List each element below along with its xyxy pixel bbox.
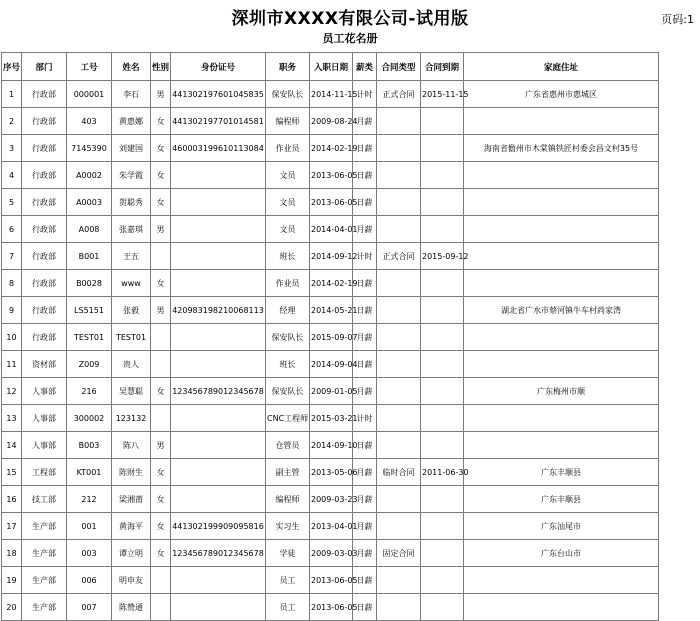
cell-employee-name: 明申友 (112, 567, 151, 594)
cell-contract-type (377, 216, 421, 243)
cell-employee-id: 006 (67, 567, 112, 594)
header-cell: 身份证号 (171, 53, 266, 81)
cell-hire-date: 2009-03-23 (310, 486, 353, 513)
cell-row-number: 11 (2, 351, 22, 378)
cell-home-address (464, 108, 659, 135)
cell-employee-name: 王五 (112, 243, 151, 270)
cell-hire-date: 2015-09-07 (310, 324, 353, 351)
cell-contract-expiry (421, 270, 464, 297)
cell-pay-type: 月薪 (353, 459, 377, 486)
cell-contract-expiry (421, 486, 464, 513)
cell-contract-expiry (421, 513, 464, 540)
cell-pay-type: 日薪 (353, 270, 377, 297)
cell-pay-type: 日薪 (353, 594, 377, 621)
cell-id-card-number: 420983198210068113 (171, 297, 266, 324)
table-row (2, 243, 659, 270)
cell-position: 学徒 (266, 540, 310, 567)
cell-employee-id: 7145390 (67, 135, 112, 162)
table-row (2, 594, 659, 621)
cell-employee-id: B001 (67, 243, 112, 270)
cell-contract-type: 临时合同 (377, 459, 421, 486)
cell-position: 保安队长 (266, 81, 310, 108)
cell-home-address: 广东丰顺县 (464, 486, 659, 513)
cell-contract-expiry (421, 297, 464, 324)
cell-department: 人事部 (22, 432, 67, 459)
cell-hire-date: 2013-06-05 (310, 162, 353, 189)
cell-pay-type: 日薪 (353, 162, 377, 189)
cell-pay-type: 月薪 (353, 513, 377, 540)
header-cell: 合同类型 (377, 53, 421, 81)
cell-home-address (464, 405, 659, 432)
cell-id-card-number (171, 432, 266, 459)
cell-position: 保安队长 (266, 378, 310, 405)
cell-employee-name: 黄海平 (112, 513, 151, 540)
cell-id-card-number (171, 459, 266, 486)
cell-id-card-number (171, 567, 266, 594)
cell-gender: 男 (151, 432, 171, 459)
header-cell: 职务 (266, 53, 310, 81)
employee-roster-table (1, 52, 659, 621)
cell-id-card-number (171, 162, 266, 189)
cell-hire-date: 2013-06-05 (310, 189, 353, 216)
cell-contract-type (377, 594, 421, 621)
cell-row-number: 10 (2, 324, 22, 351)
cell-row-number: 20 (2, 594, 22, 621)
cell-pay-type: 计时 (353, 243, 377, 270)
cell-contract-type (377, 405, 421, 432)
table-row (2, 459, 659, 486)
table-row (2, 81, 659, 108)
cell-row-number: 12 (2, 378, 22, 405)
cell-department: 行政部 (22, 135, 67, 162)
cell-gender: 女 (151, 108, 171, 135)
cell-contract-type (377, 567, 421, 594)
cell-employee-id: 300002 (67, 405, 112, 432)
cell-position: 仓管员 (266, 432, 310, 459)
header-cell: 合同到期 (421, 53, 464, 81)
cell-employee-id: A0003 (67, 189, 112, 216)
cell-contract-type (377, 108, 421, 135)
cell-hire-date: 2014-11-15 (310, 81, 353, 108)
cell-employee-name: www (112, 270, 151, 297)
cell-home-address: 广东省惠州市惠城区 (464, 81, 659, 108)
cell-pay-type: 月薪 (353, 108, 377, 135)
cell-contract-type: 正式合同 (377, 243, 421, 270)
cell-employee-name: 贺聪秀 (112, 189, 151, 216)
cell-pay-type: 计时 (353, 405, 377, 432)
cell-contract-expiry (421, 216, 464, 243)
cell-contract-expiry (421, 567, 464, 594)
cell-gender: 女 (151, 378, 171, 405)
cell-home-address: 海南省儋州市木棠镇铁匠村委会昌文村35号 (464, 135, 659, 162)
cell-position: 文员 (266, 162, 310, 189)
cell-employee-name: 贵人 (112, 351, 151, 378)
cell-gender: 女 (151, 162, 171, 189)
cell-department: 行政部 (22, 108, 67, 135)
cell-department: 行政部 (22, 162, 67, 189)
table-row (2, 540, 659, 567)
cell-home-address (464, 594, 659, 621)
cell-home-address (464, 243, 659, 270)
cell-gender (151, 405, 171, 432)
cell-row-number: 8 (2, 270, 22, 297)
cell-home-address (464, 162, 659, 189)
cell-employee-name: 吴慧聪 (112, 378, 151, 405)
cell-hire-date: 2013-06-05 (310, 594, 353, 621)
cell-position: 作业员 (266, 270, 310, 297)
cell-position: 编程师 (266, 486, 310, 513)
cell-hire-date: 2014-09-10 (310, 432, 353, 459)
cell-row-number: 3 (2, 135, 22, 162)
cell-pay-type: 计时 (353, 81, 377, 108)
table-row (2, 432, 659, 459)
cell-position: 保安队长 (266, 324, 310, 351)
cell-contract-type (377, 297, 421, 324)
table-row (2, 567, 659, 594)
cell-employee-id: 001 (67, 513, 112, 540)
cell-contract-type (377, 189, 421, 216)
cell-id-card-number: 123456789012345678 (171, 378, 266, 405)
cell-employee-name: TEST01 (112, 324, 151, 351)
cell-position: CNC工程师 (266, 405, 310, 432)
cell-row-number: 1 (2, 81, 22, 108)
cell-department: 行政部 (22, 297, 67, 324)
cell-id-card-number (171, 351, 266, 378)
cell-gender (151, 567, 171, 594)
cell-department: 行政部 (22, 243, 67, 270)
cell-gender (151, 351, 171, 378)
cell-position: 副主管 (266, 459, 310, 486)
cell-employee-id: 007 (67, 594, 112, 621)
cell-contract-type (377, 351, 421, 378)
cell-pay-type: 日薪 (353, 189, 377, 216)
cell-row-number: 4 (2, 162, 22, 189)
cell-pay-type: 月薪 (353, 216, 377, 243)
cell-home-address: 广东丰顺县 (464, 459, 659, 486)
cell-gender: 女 (151, 189, 171, 216)
cell-employee-id: A008 (67, 216, 112, 243)
cell-hire-date: 2014-02-19 (310, 135, 353, 162)
cell-employee-name: 陈八 (112, 432, 151, 459)
cell-employee-id: A0002 (67, 162, 112, 189)
cell-gender (151, 594, 171, 621)
table-row (2, 405, 659, 432)
cell-position: 经理 (266, 297, 310, 324)
cell-id-card-number (171, 594, 266, 621)
table-row (2, 324, 659, 351)
table-row (2, 216, 659, 243)
cell-row-number: 14 (2, 432, 22, 459)
cell-row-number: 9 (2, 297, 22, 324)
cell-employee-id: 003 (67, 540, 112, 567)
cell-gender: 女 (151, 486, 171, 513)
cell-home-address (464, 351, 659, 378)
cell-home-address (464, 216, 659, 243)
cell-row-number: 5 (2, 189, 22, 216)
cell-contract-type (377, 162, 421, 189)
cell-position: 班长 (266, 351, 310, 378)
cell-employee-id: B0028 (67, 270, 112, 297)
cell-department: 人事部 (22, 405, 67, 432)
table-row (2, 351, 659, 378)
cell-contract-type (377, 432, 421, 459)
cell-hire-date: 2014-05-21 (310, 297, 353, 324)
cell-gender: 女 (151, 270, 171, 297)
header-cell: 性别 (151, 53, 171, 81)
cell-hire-date: 2013-04-01 (310, 513, 353, 540)
cell-pay-type: 日薪 (353, 351, 377, 378)
cell-contract-type (377, 270, 421, 297)
cell-contract-expiry (421, 432, 464, 459)
cell-gender (151, 324, 171, 351)
cell-employee-id: 000001 (67, 81, 112, 108)
cell-hire-date: 2014-09-04 (310, 351, 353, 378)
cell-position: 文员 (266, 216, 310, 243)
table-row (2, 513, 659, 540)
cell-gender: 男 (151, 81, 171, 108)
table-row (2, 378, 659, 405)
header-cell: 家庭住址 (464, 53, 659, 81)
cell-employee-name: 朱学霞 (112, 162, 151, 189)
cell-home-address: 广东梅州市顺 (464, 378, 659, 405)
cell-id-card-number (171, 216, 266, 243)
cell-employee-id: 216 (67, 378, 112, 405)
cell-pay-type: 月薪 (353, 486, 377, 513)
cell-department: 技工部 (22, 486, 67, 513)
cell-hire-date: 2009-01-05 (310, 378, 353, 405)
cell-contract-expiry (421, 351, 464, 378)
cell-home-address (464, 567, 659, 594)
cell-id-card-number: 441302197701014581 (171, 108, 266, 135)
cell-contract-expiry (421, 108, 464, 135)
cell-contract-expiry (421, 162, 464, 189)
cell-pay-type: 日薪 (353, 567, 377, 594)
cell-row-number: 2 (2, 108, 22, 135)
cell-department: 行政部 (22, 270, 67, 297)
cell-employee-name: 梁湘莆 (112, 486, 151, 513)
cell-hire-date: 2015-03-21 (310, 405, 353, 432)
cell-id-card-number (171, 324, 266, 351)
cell-department: 生产部 (22, 594, 67, 621)
cell-id-card-number (171, 486, 266, 513)
cell-employee-id: B003 (67, 432, 112, 459)
cell-contract-type (377, 486, 421, 513)
cell-id-card-number: 441302199909095816 (171, 513, 266, 540)
cell-gender: 女 (151, 135, 171, 162)
cell-employee-name: 谭立明 (112, 540, 151, 567)
cell-position: 班长 (266, 243, 310, 270)
cell-home-address (464, 270, 659, 297)
cell-hire-date: 2013-05-06 (310, 459, 353, 486)
header-cell: 姓名 (112, 53, 151, 81)
cell-department: 行政部 (22, 324, 67, 351)
cell-employee-name: 黄惠娜 (112, 108, 151, 135)
cell-home-address (464, 189, 659, 216)
header-cell: 工号 (67, 53, 112, 81)
cell-gender (151, 243, 171, 270)
document-title: 深圳市XXXX有限公司-试用版 (231, 9, 469, 29)
cell-pay-type: 月薪 (353, 378, 377, 405)
cell-id-card-number (171, 405, 266, 432)
cell-employee-id: TEST01 (67, 324, 112, 351)
cell-department: 人事部 (22, 378, 67, 405)
cell-gender: 女 (151, 459, 171, 486)
cell-department: 工程部 (22, 459, 67, 486)
cell-contract-type (377, 324, 421, 351)
cell-department: 生产部 (22, 513, 67, 540)
cell-employee-name: 张嘉琪 (112, 216, 151, 243)
cell-contract-type (377, 135, 421, 162)
cell-position: 员工 (266, 567, 310, 594)
cell-contract-expiry: 2015-11-15 (421, 81, 464, 108)
cell-employee-id: LS5151 (67, 297, 112, 324)
cell-position: 作业员 (266, 135, 310, 162)
cell-home-address: 湖北省广水市蔡河镇牛车村尚家湾 (464, 297, 659, 324)
cell-contract-expiry (421, 378, 464, 405)
cell-id-card-number: 123456789012345678 (171, 540, 266, 567)
cell-contract-type: 正式合同 (377, 81, 421, 108)
cell-contract-expiry: 2015-09-12 (421, 243, 464, 270)
cell-gender: 女 (151, 513, 171, 540)
cell-position: 实习生 (266, 513, 310, 540)
cell-home-address: 广东汕尾市 (464, 513, 659, 540)
cell-contract-expiry (421, 594, 464, 621)
cell-row-number: 6 (2, 216, 22, 243)
table-body (2, 81, 659, 621)
cell-contract-type: 固定合同 (377, 540, 421, 567)
cell-pay-type: 日薪 (353, 432, 377, 459)
cell-employee-id: 403 (67, 108, 112, 135)
page-number: 页码:1 (661, 13, 694, 26)
cell-row-number: 15 (2, 459, 22, 486)
cell-department: 资材部 (22, 351, 67, 378)
cell-home-address: 广东台山市 (464, 540, 659, 567)
roster-subtitle: 员工花名册 (322, 32, 378, 45)
cell-hire-date: 2009-08-24 (310, 108, 353, 135)
cell-id-card-number (171, 189, 266, 216)
cell-id-card-number (171, 243, 266, 270)
cell-id-card-number (171, 270, 266, 297)
header-row (2, 53, 659, 81)
cell-row-number: 13 (2, 405, 22, 432)
cell-employee-name: 张毅 (112, 297, 151, 324)
table-row (2, 108, 659, 135)
cell-contract-type (377, 513, 421, 540)
cell-department: 行政部 (22, 81, 67, 108)
cell-contract-expiry (421, 189, 464, 216)
cell-employee-name: 陈赞通 (112, 594, 151, 621)
cell-employee-name: 刘建国 (112, 135, 151, 162)
table-row (2, 270, 659, 297)
header-cell: 部门 (22, 53, 67, 81)
cell-pay-type: 日薪 (353, 297, 377, 324)
cell-position: 编程师 (266, 108, 310, 135)
cell-employee-id: Z009 (67, 351, 112, 378)
table-row (2, 486, 659, 513)
header-cell: 薪类 (353, 53, 377, 81)
cell-employee-name: 李石 (112, 81, 151, 108)
cell-department: 生产部 (22, 540, 67, 567)
cell-position: 文员 (266, 189, 310, 216)
cell-pay-type: 日薪 (353, 135, 377, 162)
cell-employee-name: 123132 (112, 405, 151, 432)
cell-contract-expiry: 2011-06-30 (421, 459, 464, 486)
cell-gender: 女 (151, 540, 171, 567)
cell-department: 生产部 (22, 567, 67, 594)
cell-id-card-number: 441302197601045835 (171, 81, 266, 108)
cell-employee-id: 212 (67, 486, 112, 513)
cell-hire-date: 2009-03-03 (310, 540, 353, 567)
cell-contract-type (377, 378, 421, 405)
cell-row-number: 18 (2, 540, 22, 567)
cell-row-number: 19 (2, 567, 22, 594)
cell-hire-date: 2013-06-05 (310, 567, 353, 594)
cell-hire-date: 2014-04-01 (310, 216, 353, 243)
cell-gender: 男 (151, 216, 171, 243)
cell-hire-date: 2014-09-12 (310, 243, 353, 270)
cell-pay-type: 月薪 (353, 540, 377, 567)
cell-gender: 男 (151, 297, 171, 324)
cell-contract-expiry (421, 405, 464, 432)
cell-row-number: 17 (2, 513, 22, 540)
table-row (2, 135, 659, 162)
cell-home-address (464, 324, 659, 351)
cell-position: 员工 (266, 594, 310, 621)
cell-contract-expiry (421, 540, 464, 567)
cell-row-number: 16 (2, 486, 22, 513)
table-row (2, 189, 659, 216)
cell-home-address (464, 432, 659, 459)
cell-contract-expiry (421, 135, 464, 162)
cell-contract-expiry (421, 324, 464, 351)
cell-department: 行政部 (22, 189, 67, 216)
header-cell: 序号 (2, 53, 22, 81)
cell-pay-type: 月薪 (353, 324, 377, 351)
table-row (2, 297, 659, 324)
cell-row-number: 7 (2, 243, 22, 270)
header-cell: 入职日期 (310, 53, 353, 81)
cell-department: 行政部 (22, 216, 67, 243)
table-row (2, 162, 659, 189)
cell-hire-date: 2014-02-19 (310, 270, 353, 297)
cell-employee-id: KT001 (67, 459, 112, 486)
cell-id-card-number: 460003199610113084 (171, 135, 266, 162)
cell-employee-name: 陈财生 (112, 459, 151, 486)
